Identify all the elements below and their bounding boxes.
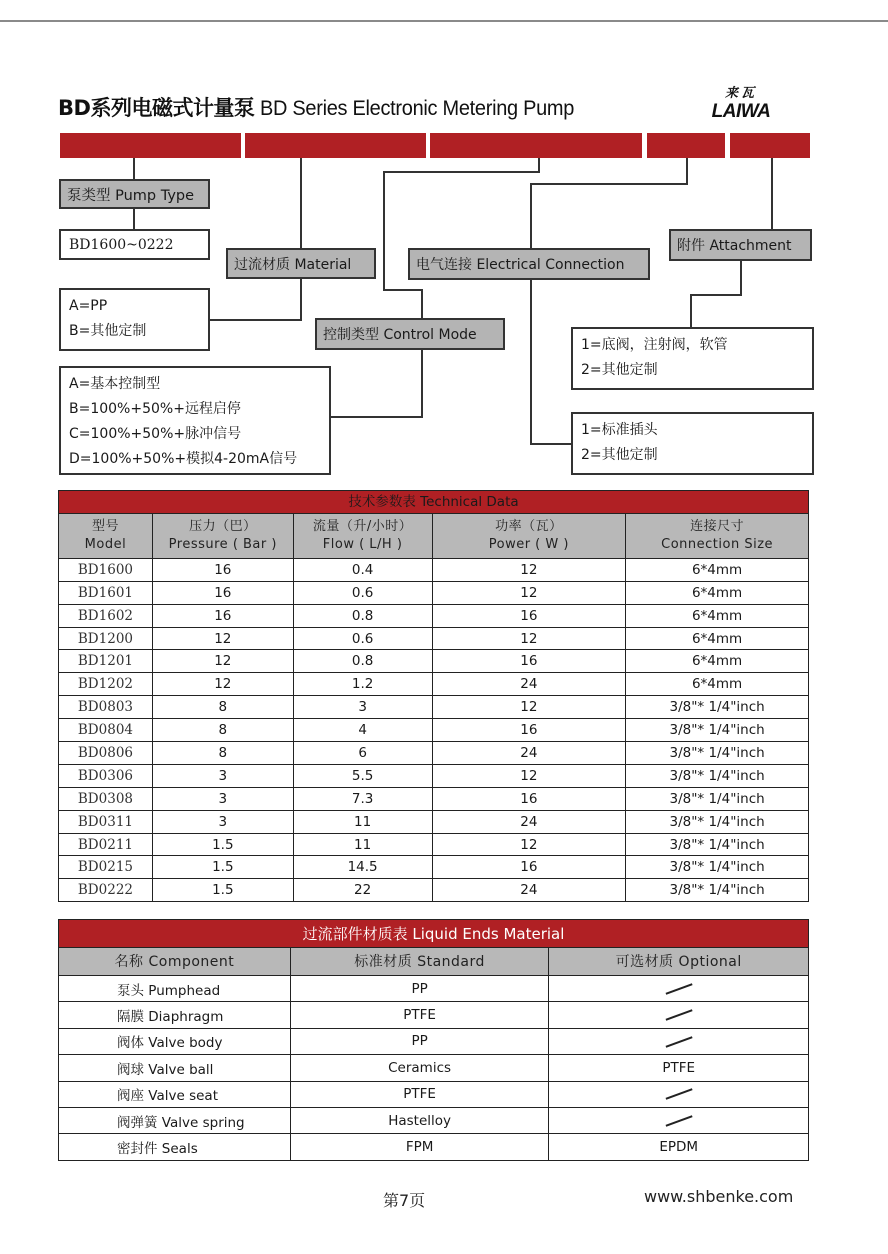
model-cell: BD0308 — [59, 787, 153, 810]
table-row — [59, 1107, 809, 1133]
connector-line — [530, 183, 532, 249]
connection-size-cell: 6*4mm — [626, 673, 809, 696]
connector-line — [740, 260, 742, 295]
not-applicable-dash-icon — [665, 1089, 692, 1100]
column-header — [432, 513, 626, 558]
flow-cell: 1.2 — [293, 673, 432, 696]
not-applicable-dash-icon — [665, 1010, 692, 1021]
control-mode-option: A=基本控制型 — [69, 376, 161, 392]
flow-cell: 0.8 — [293, 604, 432, 627]
component-cell: 隔膜 Diaphragm — [59, 1002, 291, 1028]
connector-line — [133, 158, 135, 180]
pressure-cell: 1.5 — [152, 833, 293, 856]
flow-cell: 0.8 — [293, 650, 432, 673]
model-cell: BD1201 — [59, 650, 153, 673]
control-mode-options — [59, 366, 331, 475]
flow-cell: 0.4 — [293, 558, 432, 581]
component-cell: 阀座 Valve seat — [59, 1081, 291, 1107]
technical-data-table — [58, 490, 809, 902]
table-row — [59, 810, 809, 833]
table-row — [59, 1028, 809, 1054]
column-header: 名称 Component — [59, 948, 291, 976]
attachment-label: 附件 Attachment — [669, 229, 812, 261]
connection-size-cell: 3/8"* 1/4"inch — [626, 833, 809, 856]
material-option: A=PP — [69, 298, 108, 314]
pressure-cell: 16 — [152, 558, 293, 581]
power-cell: 24 — [432, 810, 626, 833]
optional-material-cell — [549, 1002, 809, 1028]
table-row — [59, 627, 809, 650]
technical-data-title — [59, 491, 809, 514]
connection-size-cell: 6*4mm — [626, 558, 809, 581]
table-row — [59, 787, 809, 810]
connection-size-cell: 3/8"* 1/4"inch — [626, 719, 809, 742]
page-number: 第7页 — [383, 1191, 426, 1210]
code-segment-attachment — [730, 133, 810, 158]
power-cell: 12 — [432, 696, 626, 719]
logo-zh: 来瓦 — [724, 86, 757, 101]
table-row — [59, 833, 809, 856]
table-row — [59, 1134, 809, 1160]
standard-material-cell: PTFE — [290, 1081, 549, 1107]
connector-line — [530, 279, 532, 444]
connection-size-cell: 3/8"* 1/4"inch — [626, 856, 809, 879]
column-header-en: Pressure ( Bar ) — [168, 536, 277, 552]
standard-material-cell: Hastelloy — [290, 1107, 549, 1133]
flow-cell: 11 — [293, 810, 432, 833]
flow-cell: 6 — [293, 742, 432, 765]
power-cell: 12 — [432, 833, 626, 856]
table-row — [59, 604, 809, 627]
electrical-connection-options — [571, 412, 814, 475]
optional-material-cell — [549, 1028, 809, 1054]
table-row — [59, 719, 809, 742]
table-row — [59, 581, 809, 604]
power-cell: 12 — [432, 627, 626, 650]
flow-cell: 11 — [293, 833, 432, 856]
attachment-option: 1=底阀，注射阀，软管 — [581, 337, 728, 353]
connector-line — [300, 278, 302, 320]
flow-cell: 7.3 — [293, 787, 432, 810]
connector-line — [690, 294, 692, 328]
standard-material-cell: PP — [290, 1028, 549, 1054]
power-cell: 12 — [432, 764, 626, 787]
code-segment-material — [245, 133, 426, 158]
top-rule — [0, 20, 888, 22]
standard-material-cell: Ceramics — [290, 1055, 549, 1081]
column-header-zh: 功率（瓦） — [495, 518, 563, 534]
model-cell: BD1600 — [59, 558, 153, 581]
power-cell: 12 — [432, 558, 626, 581]
power-cell: 16 — [432, 604, 626, 627]
power-cell: 16 — [432, 650, 626, 673]
not-applicable-dash-icon — [665, 983, 692, 994]
connector-line — [300, 158, 302, 250]
table-row — [59, 558, 809, 581]
pressure-cell: 16 — [152, 604, 293, 627]
model-cell: BD0222 — [59, 879, 153, 902]
column-header-en: Flow ( L/H ) — [322, 536, 403, 552]
connector-line — [133, 208, 135, 230]
connection-size-cell: 3/8"* 1/4"inch — [626, 764, 809, 787]
column-header-zh: 流量（升/小时） — [312, 518, 413, 534]
control-mode-option: D=100%+50%+模拟4-20mA信号 — [69, 451, 298, 467]
standard-material-cell: FPM — [290, 1134, 549, 1160]
model-cell: BD0306 — [59, 764, 153, 787]
pressure-cell: 16 — [152, 581, 293, 604]
power-cell: 12 — [432, 581, 626, 604]
table-row — [59, 1055, 809, 1081]
model-cell: BD1202 — [59, 673, 153, 696]
table-row — [59, 1002, 809, 1028]
connection-size-cell: 6*4mm — [626, 581, 809, 604]
pressure-cell: 8 — [152, 696, 293, 719]
component-cell: 阀弹簧 Valve spring — [59, 1107, 291, 1133]
column-header — [626, 513, 809, 558]
liquid-ends-title-text: 过流部件材质表 Liquid Ends Material — [302, 925, 565, 943]
column-header-en: Connection Size — [661, 536, 774, 552]
pump-type-options — [59, 229, 210, 260]
connection-size-cell: 3/8"* 1/4"inch — [626, 742, 809, 765]
attachment-option: 2=其他定制 — [581, 362, 658, 378]
column-header — [152, 513, 293, 558]
pressure-cell: 1.5 — [152, 856, 293, 879]
flow-cell: 3 — [293, 696, 432, 719]
flow-cell: 14.5 — [293, 856, 432, 879]
pump-type-label: 泵类型 Pump Type — [59, 179, 210, 209]
table-row — [59, 856, 809, 879]
code-segment-pump-type — [60, 133, 241, 158]
table-row — [59, 673, 809, 696]
connection-size-cell: 6*4mm — [626, 650, 809, 673]
not-applicable-dash-icon — [665, 1115, 692, 1126]
connector-line — [530, 443, 573, 445]
material-label: 过流材质 Material — [226, 248, 376, 279]
model-cell: BD0806 — [59, 742, 153, 765]
control-mode-option: C=100%+50%+脉冲信号 — [69, 426, 242, 442]
connector-line — [330, 416, 423, 418]
pressure-cell: 12 — [152, 627, 293, 650]
logo-en: LAIWA — [711, 101, 771, 122]
connection-size-cell: 6*4mm — [626, 627, 809, 650]
pressure-cell: 8 — [152, 742, 293, 765]
column-header — [59, 513, 153, 558]
control-mode-label: 控制类型 Control Mode — [315, 318, 505, 350]
table-row — [59, 742, 809, 765]
model-cell: BD0311 — [59, 810, 153, 833]
website-link[interactable]: www.shbenke.com — [644, 1187, 794, 1206]
connection-size-cell: 6*4mm — [626, 604, 809, 627]
code-segment-electrical — [647, 133, 725, 158]
pressure-cell: 12 — [152, 673, 293, 696]
component-cell: 密封件 Seals — [59, 1134, 291, 1160]
technical-data-title-text: 技术参数表 Technical Data — [348, 493, 519, 510]
standard-material-cell: PTFE — [290, 1002, 549, 1028]
technical-data-body — [59, 558, 809, 901]
optional-material-cell — [549, 976, 809, 1002]
table-header-row — [59, 513, 809, 558]
pressure-cell: 12 — [152, 650, 293, 673]
optional-material-cell: EPDM — [549, 1134, 809, 1160]
model-cell: BD0803 — [59, 696, 153, 719]
liquid-ends-body — [59, 976, 809, 1161]
connector-line — [686, 158, 688, 184]
pressure-cell: 3 — [152, 787, 293, 810]
power-cell: 24 — [432, 673, 626, 696]
table-row — [59, 1081, 809, 1107]
electrical-connection-label: 电气连接 Electrical Connection — [408, 248, 650, 280]
component-cell: 泵头 Pumphead — [59, 976, 291, 1002]
standard-material-cell: PP — [290, 976, 549, 1002]
flow-cell: 0.6 — [293, 581, 432, 604]
code-segment-control-mode — [430, 133, 642, 158]
connector-line — [383, 171, 385, 291]
component-cell: 阀体 Valve body — [59, 1028, 291, 1054]
title-en: BD Series Electronic Metering Pump — [260, 97, 575, 120]
connection-size-cell: 3/8"* 1/4"inch — [626, 810, 809, 833]
page-title — [58, 92, 591, 126]
control-mode-option: B=100%+50%+远程启停 — [69, 401, 241, 417]
connector-line — [383, 171, 540, 173]
electrical-option: 2=其他定制 — [581, 447, 658, 463]
connector-line — [421, 349, 423, 417]
column-header-en: Model — [84, 536, 127, 552]
brand-logo — [705, 86, 777, 130]
column-header-zh: 压力（巴） — [189, 518, 257, 534]
column-header: 可选材质 Optional — [549, 948, 809, 976]
connector-line — [383, 289, 423, 291]
column-header-en: Power ( W ) — [488, 536, 569, 552]
flow-cell: 0.6 — [293, 627, 432, 650]
material-options — [59, 288, 210, 351]
connector-line — [421, 289, 423, 319]
optional-material-cell — [549, 1081, 809, 1107]
column-header — [293, 513, 432, 558]
power-cell: 24 — [432, 742, 626, 765]
power-cell: 16 — [432, 856, 626, 879]
electrical-option: 1=标准插头 — [581, 422, 658, 438]
flow-cell: 22 — [293, 879, 432, 902]
connection-size-cell: 3/8"* 1/4"inch — [626, 696, 809, 719]
model-cell: BD1602 — [59, 604, 153, 627]
power-cell: 16 — [432, 787, 626, 810]
liquid-ends-table — [58, 919, 809, 1161]
connector-line — [771, 158, 773, 230]
material-option: B=其他定制 — [69, 323, 147, 339]
column-header: 标准材质 Standard — [290, 948, 549, 976]
power-cell: 16 — [432, 719, 626, 742]
power-cell: 24 — [432, 879, 626, 902]
connector-line — [530, 183, 688, 185]
table-row — [59, 650, 809, 673]
attachment-options — [571, 327, 814, 390]
pressure-cell: 1.5 — [152, 879, 293, 902]
flow-cell: 5.5 — [293, 764, 432, 787]
model-cell: BD1601 — [59, 581, 153, 604]
optional-material-cell: PTFE — [549, 1055, 809, 1081]
pump-type-option: BD1600~0222 — [69, 237, 174, 253]
model-cell: BD0804 — [59, 719, 153, 742]
connector-line — [208, 319, 302, 321]
connection-size-cell: 3/8"* 1/4"inch — [626, 879, 809, 902]
pressure-cell: 8 — [152, 719, 293, 742]
table-row — [59, 696, 809, 719]
title-zh: BD系列电磁式计量泵 — [58, 96, 255, 120]
flow-cell: 4 — [293, 719, 432, 742]
optional-material-cell — [549, 1107, 809, 1133]
connection-size-cell: 3/8"* 1/4"inch — [626, 787, 809, 810]
table-row — [59, 764, 809, 787]
liquid-ends-title — [59, 920, 809, 948]
table-row — [59, 879, 809, 902]
not-applicable-dash-icon — [665, 1036, 692, 1047]
pressure-cell: 3 — [152, 764, 293, 787]
connector-line — [538, 158, 540, 172]
column-header-zh: 型号 — [91, 518, 119, 534]
model-cell: BD0211 — [59, 833, 153, 856]
table-row — [59, 976, 809, 1002]
component-cell: 阀球 Valve ball — [59, 1055, 291, 1081]
table-header-row — [59, 948, 809, 976]
column-header-zh: 连接尺寸 — [690, 518, 745, 534]
model-cell: BD1200 — [59, 627, 153, 650]
connector-line — [690, 294, 742, 296]
pressure-cell: 3 — [152, 810, 293, 833]
model-cell: BD0215 — [59, 856, 153, 879]
